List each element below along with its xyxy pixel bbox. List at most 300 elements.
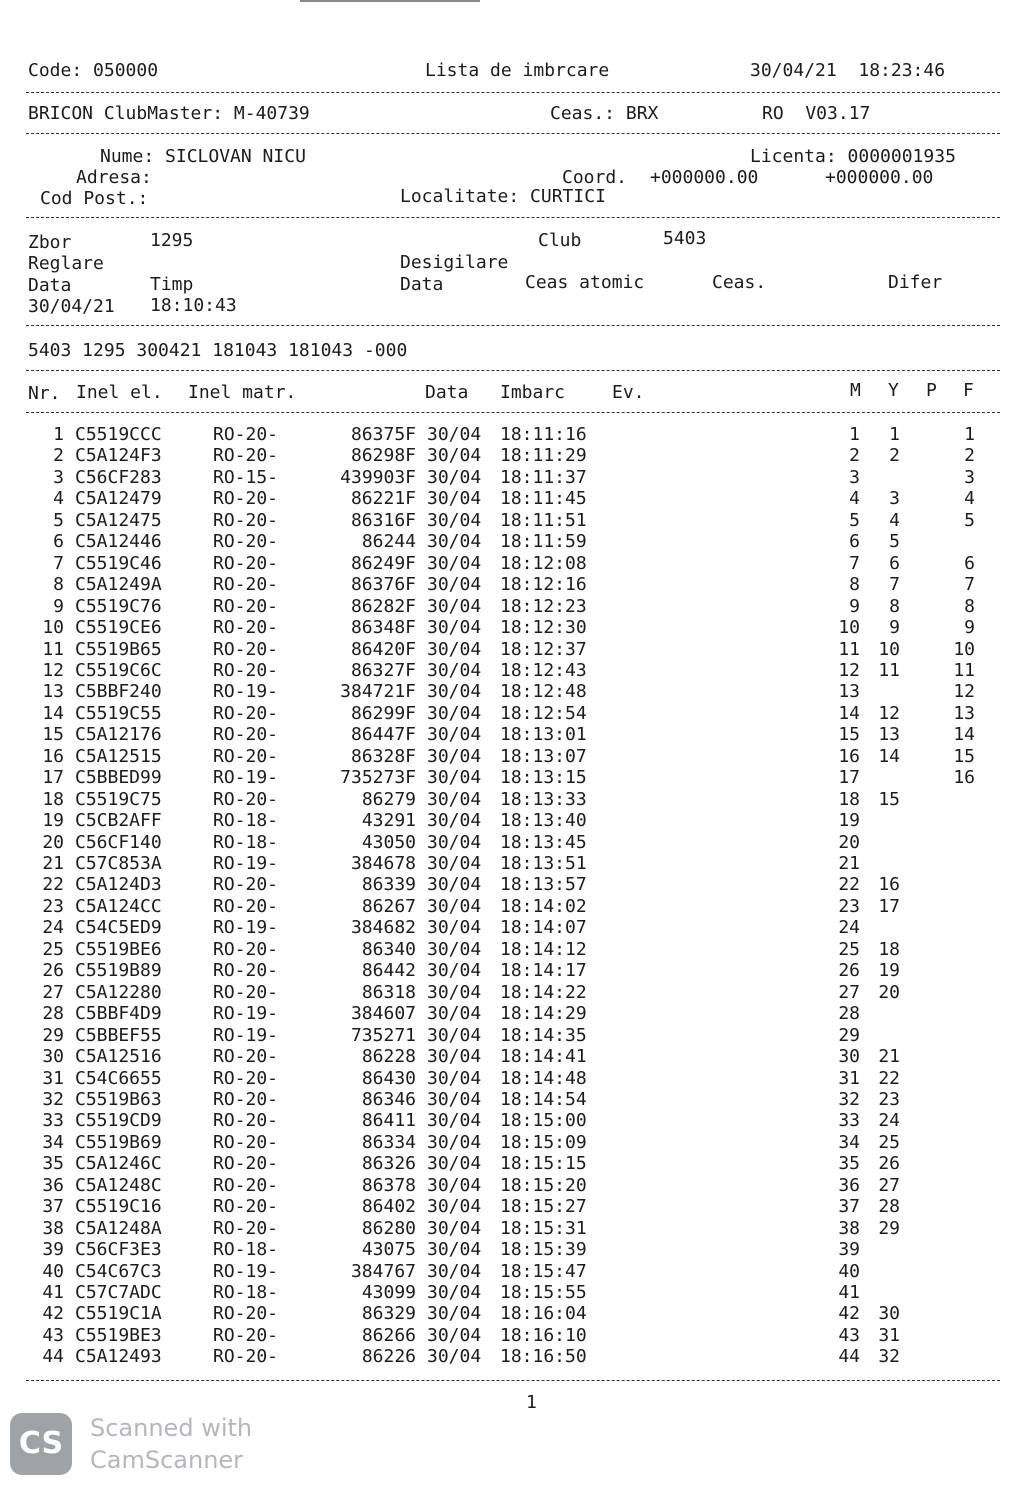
ring-number: 86420F <box>350 638 416 660</box>
arrival-time: 18:15:47 <box>500 1260 587 1282</box>
camscanner-logo-icon: CS <box>10 1413 72 1475</box>
arrival-date: 30/04 <box>427 895 482 917</box>
row-number: 25 <box>42 938 64 960</box>
arrival-date: 30/04 <box>427 617 482 639</box>
arrival-date: 30/04 <box>427 1067 482 1089</box>
electronic-ring: C5519B89 <box>75 960 162 982</box>
row-number: 3 <box>53 466 64 488</box>
ring-series: RO-20- <box>213 788 279 810</box>
arrival-time: 18:14:07 <box>500 917 587 939</box>
rank-y: 11 <box>878 659 900 681</box>
rank-y: 2 <box>889 445 900 467</box>
rank-m: 34 <box>838 1131 860 1153</box>
arrival-date: 30/04 <box>427 488 482 510</box>
electronic-ring: C5519C16 <box>75 1196 162 1218</box>
arrival-date: 30/04 <box>427 1346 482 1368</box>
rank-m: 4 <box>849 488 860 510</box>
ring-number: 86346 <box>361 1088 416 1110</box>
ring-number: 86279 <box>361 788 416 810</box>
ring-number: 86318 <box>361 981 416 1003</box>
electronic-ring: C56CF3E3 <box>75 1239 162 1261</box>
ring-number: 384767 <box>350 1260 416 1282</box>
arrival-time: 18:14:29 <box>500 1003 587 1025</box>
rank-y: 10 <box>878 638 900 660</box>
rank-y: 24 <box>878 1110 900 1132</box>
row-number: 19 <box>42 810 64 832</box>
table-row <box>0 1218 1024 1240</box>
setting-time: 18:10:43 <box>150 295 237 316</box>
watermark-line-1: Scanned with <box>90 1414 253 1442</box>
ring-series: RO-20- <box>213 745 279 767</box>
separator-line <box>26 1380 1000 1381</box>
rank-m: 17 <box>838 767 860 789</box>
arrival-date: 30/04 <box>427 1282 482 1303</box>
rank-m: 26 <box>838 960 860 982</box>
ring-series: RO-20- <box>213 424 279 445</box>
ring-series: RO-20- <box>213 1303 279 1325</box>
ring-number: 384682 <box>350 917 416 939</box>
row-number: 32 <box>42 1088 64 1110</box>
electronic-ring: C5519CD9 <box>75 1110 162 1132</box>
rank-m: 14 <box>838 702 860 724</box>
table-row <box>0 1346 1024 1368</box>
rank-m: 16 <box>838 745 860 767</box>
rank-m: 10 <box>838 617 860 639</box>
rank-y: 19 <box>878 960 900 982</box>
ring-series: RO-20- <box>213 659 279 681</box>
table-row <box>0 724 1024 746</box>
table-row <box>0 810 1024 832</box>
rank-y: 15 <box>878 788 900 810</box>
ring-number: 86402 <box>361 1196 416 1218</box>
rank-m: 28 <box>838 1003 860 1025</box>
rank-m: 9 <box>849 595 860 617</box>
arrival-date: 30/04 <box>427 595 482 617</box>
row-number: 8 <box>53 574 64 596</box>
table-row <box>0 488 1024 510</box>
ring-series: RO-19- <box>213 767 279 789</box>
rank-y: 20 <box>878 981 900 1003</box>
separator-line <box>26 325 1000 326</box>
rank-y: 6 <box>889 552 900 574</box>
arrival-time: 18:11:16 <box>500 424 587 445</box>
ring-number: 86298F <box>350 445 416 467</box>
arrival-time: 18:15:20 <box>500 1174 587 1196</box>
rank-y: 17 <box>878 895 900 917</box>
rank-f: 5 <box>964 509 975 531</box>
table-row <box>0 467 1024 489</box>
electronic-ring: C5BBEF55 <box>75 1024 162 1046</box>
arrival-time: 18:14:35 <box>500 1024 587 1046</box>
separator-line <box>26 412 1000 413</box>
electronic-ring: C57C7ADC <box>75 1282 162 1303</box>
row-number: 27 <box>42 981 64 1003</box>
arrival-date: 30/04 <box>427 1046 482 1068</box>
electronic-ring: C5519C76 <box>75 595 162 617</box>
arrival-date: 30/04 <box>427 702 482 724</box>
arrival-date: 30/04 <box>427 1260 482 1282</box>
row-number: 44 <box>42 1346 64 1368</box>
arrival-date: 30/04 <box>427 638 482 660</box>
arrival-date: 30/04 <box>427 788 482 810</box>
col-inel-el: Inel el. <box>76 382 163 403</box>
owner-name: Nume: SICLOVAN NICU <box>100 146 306 167</box>
flight-number: 1295 <box>150 230 194 251</box>
table-row <box>0 896 1024 918</box>
rank-m: 7 <box>849 552 860 574</box>
ring-number: 86266 <box>361 1324 416 1346</box>
table-row <box>0 982 1024 1004</box>
electronic-ring: C5A12446 <box>75 531 162 553</box>
difference-label: Difer <box>888 272 943 293</box>
col-m: M <box>850 380 861 401</box>
table-row <box>0 1261 1024 1283</box>
separator-line <box>26 92 1000 93</box>
rank-f: 12 <box>953 681 975 703</box>
row-number: 35 <box>42 1153 64 1175</box>
ring-series: RO-19- <box>213 917 279 939</box>
arrival-date: 30/04 <box>427 960 482 982</box>
rank-m: 15 <box>838 724 860 746</box>
table-row <box>0 660 1024 682</box>
arrival-time: 18:15:27 <box>500 1196 587 1218</box>
arrival-date: 30/04 <box>427 767 482 789</box>
rank-m: 43 <box>838 1324 860 1346</box>
table-row <box>0 1325 1024 1347</box>
table-row <box>0 960 1024 982</box>
electronic-ring: C5519BE3 <box>75 1324 162 1346</box>
arrival-date: 30/04 <box>427 1110 482 1132</box>
rank-m: 33 <box>838 1110 860 1132</box>
club-label: Club <box>538 230 582 251</box>
ring-series: RO-20- <box>213 1217 279 1239</box>
electronic-ring: C54C5ED9 <box>75 917 162 939</box>
ring-number: 86340 <box>361 938 416 960</box>
setting-label: Reglare <box>28 253 104 274</box>
rank-m: 3 <box>849 466 860 488</box>
table-row <box>0 445 1024 467</box>
ring-number: 86228 <box>361 1046 416 1068</box>
ring-series: RO-20- <box>213 960 279 982</box>
ring-number: 86378 <box>361 1174 416 1196</box>
arrival-time: 18:13:33 <box>500 788 587 810</box>
ring-number: 43075 <box>361 1239 416 1261</box>
arrival-time: 18:14:02 <box>500 895 587 917</box>
electronic-ring: C5A12515 <box>75 745 162 767</box>
rank-y: 27 <box>878 1174 900 1196</box>
row-number: 9 <box>53 595 64 617</box>
electronic-ring: C56CF140 <box>75 831 162 853</box>
ring-number: 86430 <box>361 1067 416 1089</box>
code-line: 5403 1295 300421 181043 181043 -000 <box>28 340 408 361</box>
rank-m: 44 <box>838 1346 860 1368</box>
row-number: 15 <box>42 724 64 746</box>
ring-series: RO-20- <box>213 874 279 896</box>
electronic-ring: C5BBF240 <box>75 681 162 703</box>
electronic-ring: C5519BE6 <box>75 938 162 960</box>
rank-f: 15 <box>953 745 975 767</box>
separator-line <box>26 133 1000 134</box>
arrival-time: 18:13:07 <box>500 745 587 767</box>
ring-series: RO-20- <box>213 938 279 960</box>
ring-series: RO-20- <box>213 617 279 639</box>
rank-f: 3 <box>964 466 975 488</box>
arrival-time: 18:15:00 <box>500 1110 587 1132</box>
rank-m: 40 <box>838 1260 860 1282</box>
ring-number: 86328F <box>350 745 416 767</box>
ring-series: RO-20- <box>213 702 279 724</box>
arrival-date: 30/04 <box>427 1024 482 1046</box>
row-number: 38 <box>42 1217 64 1239</box>
arrival-date: 30/04 <box>427 938 482 960</box>
rank-f: 1 <box>964 424 975 445</box>
rank-y: 1 <box>889 424 900 445</box>
arrival-date: 30/04 <box>427 724 482 746</box>
table-row <box>0 574 1024 596</box>
electronic-ring: C54C67C3 <box>75 1260 162 1282</box>
rank-m: 24 <box>838 917 860 939</box>
arrival-time: 18:12:43 <box>500 659 587 681</box>
row-number: 29 <box>42 1024 64 1046</box>
electronic-ring: C5519CCC <box>75 424 162 445</box>
row-number: 43 <box>42 1324 64 1346</box>
rank-y: 5 <box>889 531 900 553</box>
rank-m: 32 <box>838 1088 860 1110</box>
electronic-ring: C5519B69 <box>75 1131 162 1153</box>
col-nr: Nr. <box>28 383 61 404</box>
setting-date: 30/04/21 <box>28 296 115 317</box>
ring-number: 735273F <box>340 767 416 789</box>
rank-m: 11 <box>838 638 860 660</box>
table-row <box>0 1046 1024 1068</box>
rank-f: 16 <box>953 767 975 789</box>
arrival-date: 30/04 <box>427 981 482 1003</box>
row-number: 7 <box>53 552 64 574</box>
row-number: 40 <box>42 1260 64 1282</box>
row-number: 36 <box>42 1174 64 1196</box>
ring-series: RO-19- <box>213 1003 279 1025</box>
rank-m: 21 <box>838 853 860 874</box>
rank-y: 31 <box>878 1324 900 1346</box>
electronic-ring: C5BBF4D9 <box>75 1003 162 1025</box>
ring-number: 86339 <box>361 874 416 896</box>
ring-series: RO-20- <box>213 531 279 553</box>
rank-m: 27 <box>838 981 860 1003</box>
row-number: 24 <box>42 917 64 939</box>
row-number: 12 <box>42 659 64 681</box>
ring-number: 86376F <box>350 574 416 596</box>
date-label-2: Data <box>400 274 444 295</box>
separator-line <box>26 370 1000 371</box>
table-row <box>0 1303 1024 1325</box>
table-row <box>0 1196 1024 1218</box>
arrival-time: 18:12:23 <box>500 595 587 617</box>
rank-y: 13 <box>878 724 900 746</box>
table-row <box>0 767 1024 789</box>
print-datetime: 30/04/21 18:23:46 <box>750 60 946 81</box>
rank-m: 41 <box>838 1282 860 1303</box>
rank-y: 18 <box>878 938 900 960</box>
document-title: Lista de imbrcare <box>425 60 610 81</box>
electronic-ring: C54C6655 <box>75 1067 162 1089</box>
electronic-ring: C5BBED99 <box>75 767 162 789</box>
ring-number: 86442 <box>361 960 416 982</box>
rank-m: 20 <box>838 831 860 853</box>
arrival-date: 30/04 <box>427 445 482 467</box>
arrival-time: 18:11:37 <box>500 466 587 488</box>
row-number: 11 <box>42 638 64 660</box>
time-label: Timp <box>150 274 194 295</box>
col-ev: Ev. <box>612 382 645 403</box>
electronic-ring: C5519C46 <box>75 552 162 574</box>
ring-number: 86411 <box>361 1110 416 1132</box>
ring-series: RO-20- <box>213 509 279 531</box>
ring-series: RO-19- <box>213 853 279 874</box>
electronic-ring: C5A12516 <box>75 1046 162 1068</box>
arrival-time: 18:13:45 <box>500 831 587 853</box>
table-row <box>0 917 1024 939</box>
rank-y: 23 <box>878 1088 900 1110</box>
electronic-ring: C5A12280 <box>75 981 162 1003</box>
software-version: RO V03.17 <box>762 103 871 124</box>
ring-number: 86447F <box>350 724 416 746</box>
arrival-time: 18:15:39 <box>500 1239 587 1261</box>
table-row <box>0 1025 1024 1047</box>
address-label: Adresa: <box>76 167 152 188</box>
ring-number: 86267 <box>361 895 416 917</box>
rank-m: 2 <box>849 445 860 467</box>
col-f: F <box>963 380 974 401</box>
row-number: 18 <box>42 788 64 810</box>
arrival-time: 18:14:48 <box>500 1067 587 1089</box>
rank-y: 21 <box>878 1046 900 1068</box>
table-row <box>0 1175 1024 1197</box>
rank-y: 14 <box>878 745 900 767</box>
electronic-ring: C5519C75 <box>75 788 162 810</box>
table-row <box>0 639 1024 661</box>
table-row <box>0 789 1024 811</box>
table-row <box>0 939 1024 961</box>
ring-number: 86375F <box>350 424 416 445</box>
ring-series: RO-18- <box>213 1239 279 1261</box>
arrival-time: 18:12:16 <box>500 574 587 596</box>
rank-y: 16 <box>878 874 900 896</box>
ring-series: RO-20- <box>213 1067 279 1089</box>
row-number: 41 <box>42 1282 64 1303</box>
table-row <box>0 746 1024 768</box>
electronic-ring: C56CF283 <box>75 466 162 488</box>
row-number: 13 <box>42 681 64 703</box>
row-number: 23 <box>42 895 64 917</box>
arrival-date: 30/04 <box>427 1153 482 1175</box>
arrival-time: 18:16:10 <box>500 1324 587 1346</box>
rank-y: 32 <box>878 1346 900 1368</box>
arrival-date: 30/04 <box>427 1174 482 1196</box>
row-number: 20 <box>42 831 64 853</box>
rank-f: 11 <box>953 659 975 681</box>
ring-number: 86282F <box>350 595 416 617</box>
ring-number: 384721F <box>340 681 416 703</box>
ring-series: RO-20- <box>213 552 279 574</box>
arrival-time: 18:13:57 <box>500 874 587 896</box>
rank-m: 6 <box>849 531 860 553</box>
arrival-date: 30/04 <box>427 574 482 596</box>
arrival-date: 30/04 <box>427 424 482 445</box>
rank-f: 7 <box>964 574 975 596</box>
electronic-ring: C5A1248C <box>75 1174 162 1196</box>
ring-number: 735271 <box>350 1024 416 1046</box>
electronic-ring: C5A12475 <box>75 509 162 531</box>
rank-y: 8 <box>889 595 900 617</box>
arrival-time: 18:13:15 <box>500 767 587 789</box>
ring-series: RO-20- <box>213 981 279 1003</box>
ring-series: RO-20- <box>213 445 279 467</box>
electronic-ring: C5CB2AFF <box>75 810 162 832</box>
arrival-date: 30/04 <box>427 1003 482 1025</box>
ring-number: 86299F <box>350 702 416 724</box>
rank-m: 31 <box>838 1067 860 1089</box>
arrival-date: 30/04 <box>427 531 482 553</box>
electronic-ring: C5A12176 <box>75 724 162 746</box>
arrival-time: 18:11:51 <box>500 509 587 531</box>
rank-y: 25 <box>878 1131 900 1153</box>
ring-number: 86244 <box>361 531 416 553</box>
rank-m: 35 <box>838 1153 860 1175</box>
ring-series: RO-15- <box>213 466 279 488</box>
scanner-watermark <box>90 1412 252 1476</box>
table-row <box>0 832 1024 854</box>
ring-number: 43099 <box>361 1282 416 1303</box>
clock-id: Ceas.: BRX <box>550 103 659 124</box>
arrival-date: 30/04 <box>427 1196 482 1218</box>
atomic-clock-label: Ceas atomic <box>525 272 645 293</box>
arrival-date: 30/04 <box>427 1239 482 1261</box>
coord-y: +000000.00 <box>825 167 934 188</box>
rank-m: 36 <box>838 1174 860 1196</box>
rank-y: 28 <box>878 1196 900 1218</box>
arrival-time: 18:12:54 <box>500 702 587 724</box>
rank-y: 30 <box>878 1303 900 1325</box>
arrival-time: 18:11:45 <box>500 488 587 510</box>
ring-series: RO-20- <box>213 595 279 617</box>
rank-m: 23 <box>838 895 860 917</box>
arrival-time: 18:16:04 <box>500 1303 587 1325</box>
rank-m: 30 <box>838 1046 860 1068</box>
row-number: 2 <box>53 445 64 467</box>
ring-number: 43050 <box>361 831 416 853</box>
row-number: 42 <box>42 1303 64 1325</box>
arrival-time: 18:12:30 <box>500 617 587 639</box>
row-number: 28 <box>42 1003 64 1025</box>
arrival-date: 30/04 <box>427 917 482 939</box>
row-number: 5 <box>53 509 64 531</box>
ring-number: 86334 <box>361 1131 416 1153</box>
ring-series: RO-20- <box>213 1174 279 1196</box>
club-number: 5403 <box>663 228 707 249</box>
arrival-time: 18:12:37 <box>500 638 587 660</box>
arrival-time: 18:14:22 <box>500 981 587 1003</box>
code-label: Code: 050000 <box>28 60 159 81</box>
electronic-ring: C5519CE6 <box>75 617 162 639</box>
rank-f: 9 <box>964 617 975 639</box>
row-number: 16 <box>42 745 64 767</box>
ring-number: 86280 <box>361 1217 416 1239</box>
table-row <box>0 596 1024 618</box>
rank-m: 37 <box>838 1196 860 1218</box>
electronic-ring: C5519C55 <box>75 702 162 724</box>
ring-series: RO-19- <box>213 1260 279 1282</box>
arrival-time: 18:15:31 <box>500 1217 587 1239</box>
